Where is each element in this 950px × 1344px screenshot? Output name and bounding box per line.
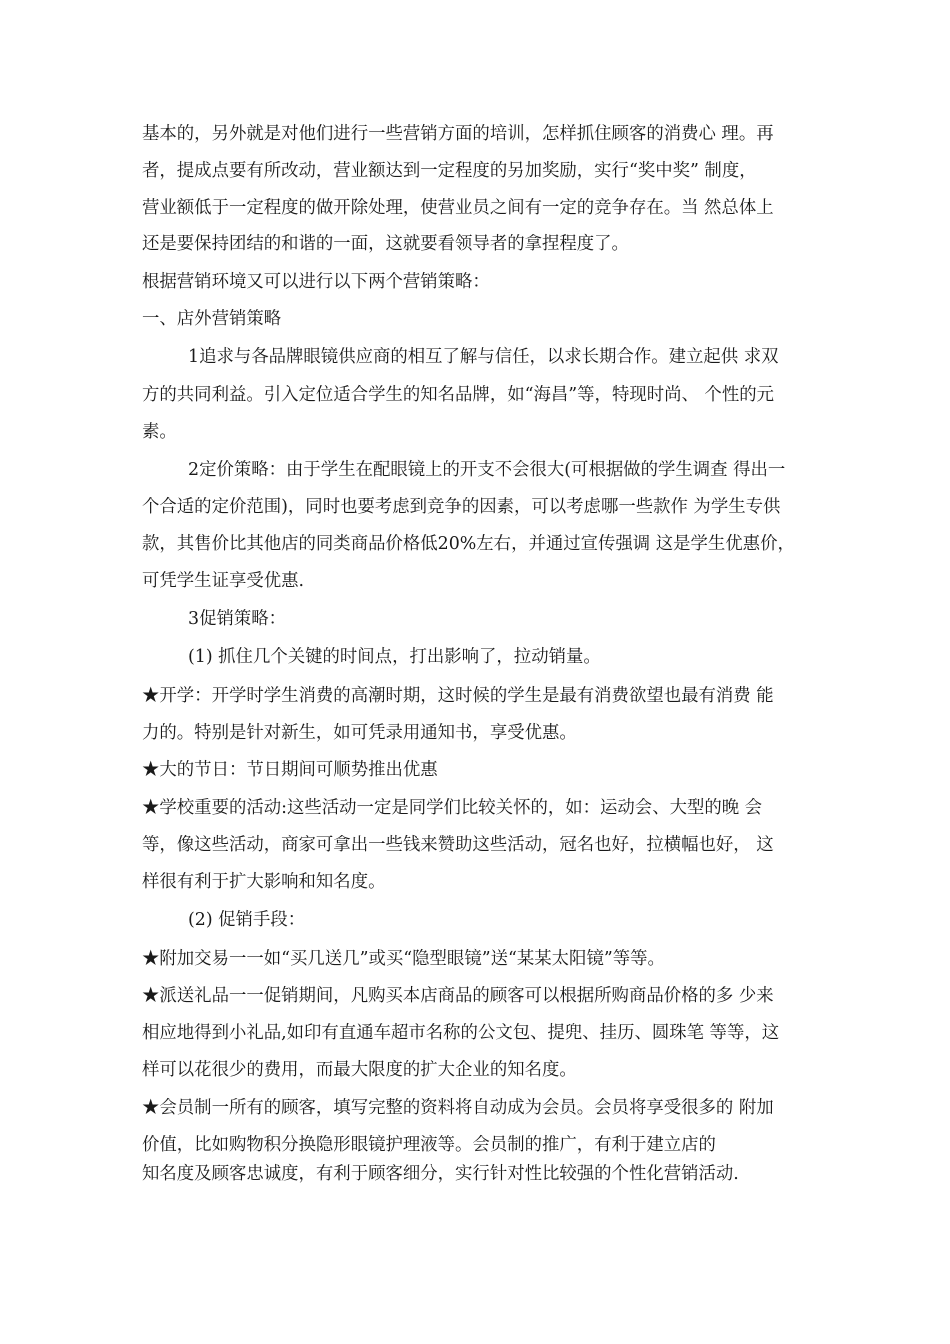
subsection-heading: (1) 抓住几个关键的时间点，打出影响了，拉动销量。	[188, 647, 601, 667]
paragraph-line: 可凭学生证享受优惠.	[142, 571, 305, 591]
paragraph-line: 样可以花很少的费用，而最大限度的扩大企业的知名度。	[142, 1060, 577, 1080]
paragraph-line: 知名度及顾客忠诚度，有利于顾客细分，实行针对性比较强的个性化营销活动.	[142, 1164, 739, 1184]
subsection-heading: 3促销策略：	[188, 609, 287, 629]
section-heading: 一、店外营销策略	[142, 309, 282, 329]
paragraph-line: 基本的，另外就是对他们进行一些营销方面的培训，怎样抓住顾客的消费心 理。再	[142, 124, 774, 144]
bullet-item: ★会员制一所有的顾客，填写完整的资料将自动成为会员。会员将享受很多的 附加	[142, 1098, 774, 1118]
paragraph-line: 者，提成点要有所改动，营业额达到一定程度的另加奖励，实行“奖中奖” 制度，	[142, 161, 757, 181]
bullet-item: ★附加交易一一如“买几送几”或买“隐型眼镜”送“某某太阳镜”等等。	[142, 949, 665, 969]
paragraph-line: 价值，比如购物积分换隐形眼镜护理液等。会员制的推广，有利于建立店的	[142, 1135, 716, 1155]
bullet-item: ★派送礼品一一促销期间，凡购买本店商品的顾客可以根据所购商品价格的多 少来	[142, 986, 774, 1006]
paragraph-line: 素。	[142, 422, 177, 442]
paragraph-line: 等，像这些活动，商家可拿出一些钱来赞助这些活动，冠名也好，拉横幅也好， 这	[142, 835, 774, 855]
paragraph-line: 款，其售价比其他店的同类商品价格低20%左右，并通过宣传强调 这是学生优惠价，	[142, 534, 795, 554]
subsection-heading: (2) 促销手段：	[188, 910, 306, 930]
bullet-item: ★学校重要的活动:这些活动一定是同学们比较关怀的，如：运动会、大型的晚 会	[142, 798, 763, 818]
paragraph-line: 2定价策略：由于学生在配眼镜上的开支不会很大(可根据做的学生调查 得出一	[188, 460, 786, 480]
paragraph-line: 还是要保持团结的和谐的一面，这就要看领导者的拿捏程度了。	[142, 234, 629, 254]
bullet-item: ★开学：开学时学生消费的高潮时期，这时候的学生是最有消费欲望也最有消费 能	[142, 686, 774, 706]
paragraph-line: 相应地得到小礼品,如印有直通车超市名称的公文包、提兜、挂历、圆珠笔 等等，这	[142, 1023, 780, 1043]
paragraph-line: 样很有利于扩大影响和知名度。	[142, 872, 386, 892]
paragraph-line: 方的共同利益。引入定位适合学生的知名品牌，如“海昌”等，特现时尚、 个性的元	[142, 385, 774, 405]
paragraph-line: 营业额低于一定程度的做开除处理，使营业员之间有一定的竞争存在。当 然总体上	[142, 198, 774, 218]
paragraph-line: 1追求与各品牌眼镜供应商的相互了解与信任，以求长期合作。建立起供 求双	[188, 347, 779, 367]
bullet-item: ★大的节日：节日期间可顺势推出优惠	[142, 760, 438, 780]
paragraph-line: 力的。特别是针对新生，如可凭录用通知书，享受优惠。	[142, 723, 577, 743]
paragraph-line: 个合适的定价范围)，同时也要考虑到竞争的因素，可以考虑哪一些款作 为学生专供	[142, 497, 781, 517]
paragraph-line: 根据营销环境又可以进行以下两个营销策略：	[142, 272, 490, 292]
